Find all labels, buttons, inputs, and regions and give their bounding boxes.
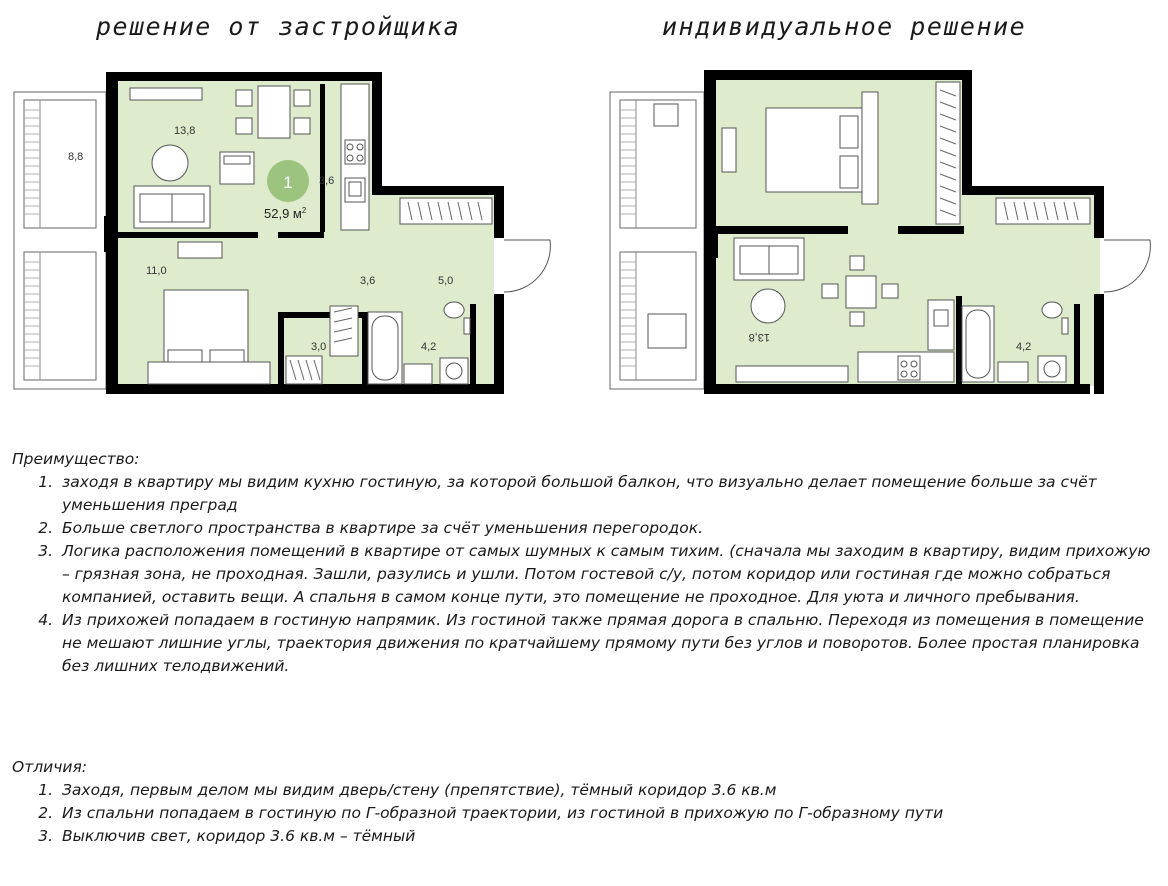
- advantages-heading: Преимущество:: [12, 450, 140, 468]
- entry-door-individual: [1104, 240, 1150, 292]
- room-area-living-individual: 13,8: [748, 331, 770, 343]
- difference-item: 2. Из спальни попадаем в гостиную по Г-образной траектории, из гостиной в прихожую по Г-образному пути: [58, 802, 1157, 825]
- difference-item: 3. Выключив свет, коридор 3.6 кв.м – тёмный: [58, 825, 1157, 848]
- room-area-corridor: 3,6: [360, 275, 376, 287]
- difference-item: 1. Заходя, первым делом мы видим дверь/стену (препятствие), тёмный коридор 3.6 кв.м: [58, 779, 1157, 802]
- room-area-storage: 3,6: [319, 175, 335, 187]
- advantage-item: 2. Больше светлого пространства в квартире за счёт уменьшения перегородок.: [58, 517, 1157, 540]
- balcony-individual: [610, 92, 704, 389]
- advantages-list: [12, 471, 1157, 678]
- advantage-item: 1. заходя в квартиру мы видим кухню гостиную, за которой большой балкон, что визуально делает помещение больше за счёт уменьшения преград: [58, 471, 1157, 517]
- differences-list: [12, 779, 1157, 848]
- floor-plan-individual: [0, 0, 1168, 420]
- hall-wardrobe-individual: [996, 198, 1090, 224]
- room-area-wc: 3,0: [311, 341, 327, 353]
- advantage-item: 4. Из прихожей попадаем в гостиную напрямик. Из гостиной также прямая дорога в спальню. Переходя из помещения в помещение не мешают лишние углы, траектория движения по кратчайшему прямому пути без углов и поворотов. Более простая планировка без лишних телодвижений.: [58, 609, 1157, 678]
- title-developer-solution: решение от застройщика: [96, 12, 461, 41]
- title-individual-solution: индивидуальное решение: [662, 12, 1027, 41]
- room-area-bathroom: 4,2: [421, 341, 437, 353]
- differences-section: [12, 756, 1157, 848]
- advantage-item: 3. Логика расположения помещений в квартире от самых шумных к самым тихим. (сначала мы заходим в квартиру, видим прихожую – грязная зона, не проходная. Зашли, разулись и ушли. Потом гостевой с/у, потом коридор или гостиная где можно собраться компанией, оставить вещи. А спальня в самом конце пути, это помещение не проходное. Для уюта и личного пребывания.: [58, 540, 1157, 609]
- room-area-hall: 5,0: [438, 275, 454, 287]
- differences-heading: Отличия:: [12, 758, 87, 776]
- total-area: 52,9 $м^2$: [264, 206, 307, 221]
- room-area-bedroom: 11,0: [146, 265, 167, 277]
- room-area-balcony: 8,8: [68, 151, 84, 163]
- apartment-number: 1: [283, 173, 293, 192]
- room-area-bathroom-individual: 4,2: [1016, 341, 1032, 353]
- advantages-section: [12, 448, 1157, 678]
- room-area-kitchen-living: 13,8: [174, 125, 196, 137]
